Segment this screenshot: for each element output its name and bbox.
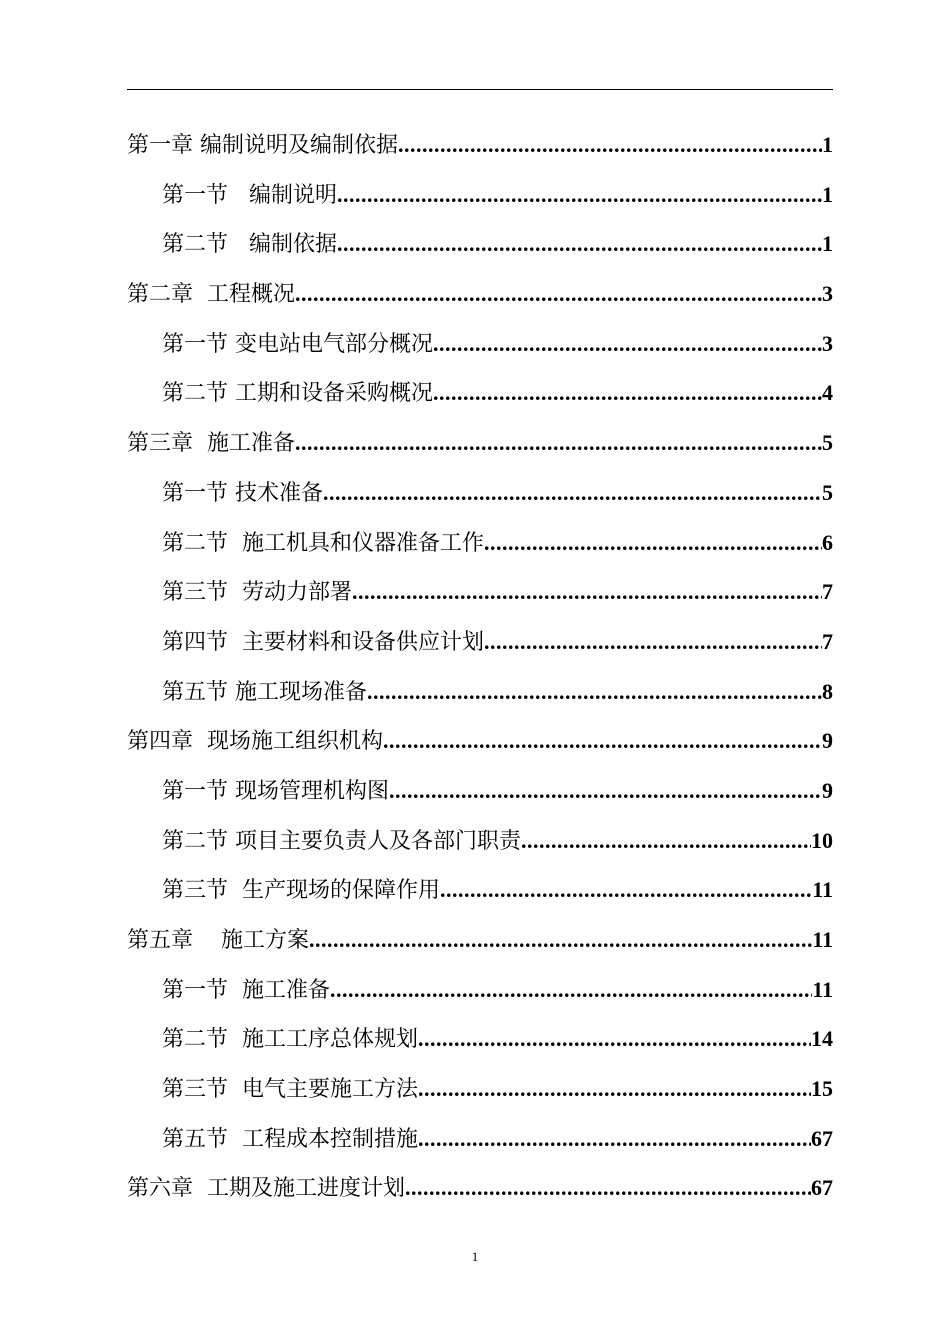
toc-dot-leader: [405, 1163, 811, 1213]
toc-entry-page: 3: [822, 330, 833, 356]
toc-entry-page: 6: [822, 529, 833, 555]
toc-section-entry[interactable]: [127, 816, 833, 866]
toc-entry-page: 7: [822, 628, 833, 654]
toc-entry-title: 第五章 施工方案: [127, 928, 309, 953]
toc-entry-title: 第一节 现场管理机构图: [162, 778, 389, 804]
table-of-contents: [127, 120, 833, 1213]
header-rule: [127, 89, 833, 90]
toc-entry-page: 67: [811, 1175, 833, 1201]
toc-entry-page: 10: [811, 827, 833, 853]
toc-entry-title: 第三节 生产现场的保障作用: [162, 878, 440, 904]
toc-section-entry[interactable]: [127, 1014, 833, 1064]
toc-section-entry[interactable]: [127, 667, 833, 717]
toc-entry-title: 第三节 电气主要施工方法: [162, 1077, 418, 1103]
toc-dot-leader: [440, 865, 812, 915]
toc-entry-title: 第一节 施工准备: [162, 977, 330, 1003]
toc-entry-title: 第二节 施工机具和仪器准备工作: [162, 530, 484, 556]
toc-chapter-entry[interactable]: [127, 269, 833, 319]
toc-dot-leader: [337, 170, 822, 220]
toc-entry-page: 15: [811, 1076, 833, 1102]
toc-dot-leader: [352, 567, 822, 617]
toc-dot-leader: [418, 1114, 811, 1164]
toc-dot-leader: [367, 667, 822, 717]
toc-entry-page: 5: [822, 430, 833, 456]
toc-entry-page: 14: [811, 1026, 833, 1052]
toc-dot-leader: [295, 418, 822, 468]
toc-entry-title: 第二节 编制依据: [162, 232, 337, 258]
toc-entry-page: 1: [822, 132, 833, 157]
toc-entry-title: 第六章 工期及施工进度计划: [127, 1176, 405, 1202]
toc-entry-title: 第二章 工程概况: [127, 282, 295, 308]
toc-dot-leader: [309, 915, 812, 965]
toc-dot-leader: [323, 468, 822, 518]
toc-section-entry[interactable]: [127, 766, 833, 816]
toc-entry-title: 第一章 编制说明及编制依据: [127, 133, 398, 158]
toc-dot-leader: [383, 716, 822, 766]
toc-chapter-entry[interactable]: [127, 716, 833, 766]
toc-dot-leader: [295, 269, 822, 319]
toc-entry-page: 11: [812, 877, 833, 903]
toc-entry-page: 67: [811, 1125, 833, 1151]
toc-section-entry[interactable]: [127, 219, 833, 269]
toc-dot-leader: [418, 1014, 811, 1064]
toc-section-entry[interactable]: [127, 865, 833, 915]
toc-section-entry[interactable]: [127, 319, 833, 369]
toc-section-entry[interactable]: [127, 1064, 833, 1114]
toc-dot-leader: [484, 617, 822, 667]
toc-dot-leader: [521, 816, 811, 866]
toc-dot-leader: [330, 965, 812, 1015]
toc-entry-page: 7: [822, 579, 833, 605]
toc-entry-title: 第五节 工程成本控制措施: [162, 1126, 418, 1152]
toc-entry-title: 第二节 工期和设备采购概况: [162, 381, 433, 407]
toc-entry-page: 8: [822, 678, 833, 704]
toc-entry-page: 9: [822, 777, 833, 803]
toc-section-entry[interactable]: [127, 1114, 833, 1164]
toc-section-entry[interactable]: [127, 518, 833, 568]
toc-section-entry[interactable]: [127, 965, 833, 1015]
toc-chapter-entry[interactable]: [127, 1163, 833, 1213]
toc-chapter-entry[interactable]: [127, 120, 833, 170]
toc-entry-title: 第五节 施工现场准备: [162, 679, 367, 705]
toc-entry-page: 11: [812, 976, 833, 1002]
toc-entry-title: 第四节 主要材料和设备供应计划: [162, 629, 484, 655]
toc-dot-leader: [389, 766, 822, 816]
toc-entry-title: 第二节 项目主要负责人及各部门职责: [162, 828, 521, 854]
toc-entry-title: 第一节 变电站电气部分概况: [162, 331, 433, 357]
toc-section-entry[interactable]: [127, 567, 833, 617]
toc-entry-page: 11: [812, 927, 833, 952]
page-number: 1: [471, 1249, 479, 1264]
toc-dot-leader: [337, 219, 822, 269]
toc-section-entry[interactable]: [127, 468, 833, 518]
toc-entry-title: 第一节 编制说明: [162, 182, 337, 208]
toc-dot-leader: [398, 120, 822, 170]
toc-section-entry[interactable]: [127, 368, 833, 418]
toc-entry-title: 第三节 劳动力部署: [162, 580, 352, 606]
toc-dot-leader: [433, 319, 822, 369]
toc-section-entry[interactable]: [127, 617, 833, 667]
toc-dot-leader: [484, 518, 822, 568]
toc-entry-page: 3: [822, 281, 833, 307]
toc-entry-page: 1: [822, 181, 833, 207]
toc-dot-leader: [433, 368, 822, 418]
toc-chapter-entry[interactable]: [127, 915, 833, 965]
toc-entry-page: 1: [822, 231, 833, 257]
toc-entry-title: 第三章 施工准备: [127, 431, 295, 457]
toc-dot-leader: [418, 1064, 811, 1114]
toc-entry-page: 9: [822, 728, 833, 754]
toc-entry-title: 第二节 施工工序总体规划: [162, 1027, 418, 1053]
toc-entry-title: 第四章 现场施工组织机构: [127, 729, 383, 755]
toc-entry-title: 第一节 技术准备: [162, 480, 323, 506]
toc-chapter-entry[interactable]: [127, 418, 833, 468]
toc-section-entry[interactable]: [127, 170, 833, 220]
toc-entry-page: 4: [822, 380, 833, 406]
toc-entry-page: 5: [822, 479, 833, 505]
